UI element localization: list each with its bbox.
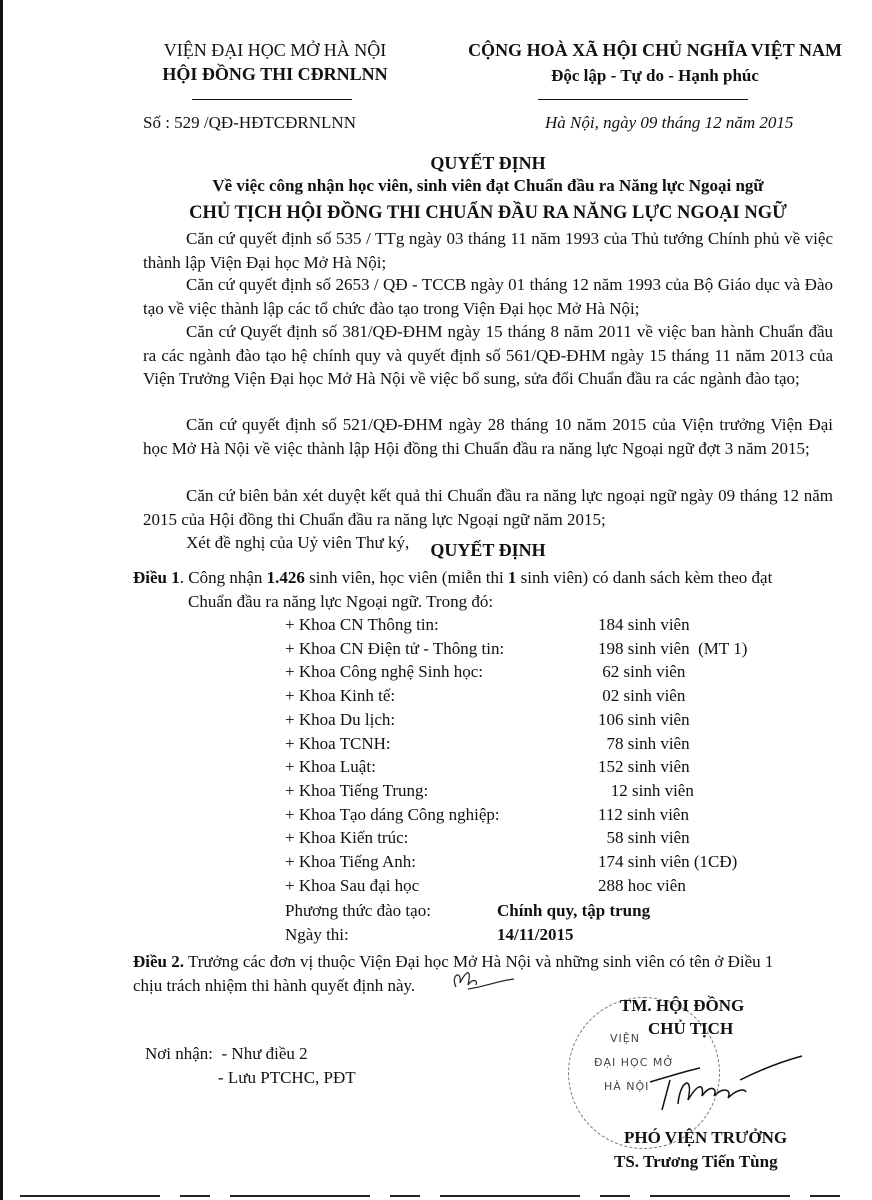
recipients [145,1043,308,1065]
faculty-name: + Khoa Tạo dáng Công nghiệp: [285,804,500,824]
scan-bottom-edge [20,1195,852,1197]
faculty-name: + Khoa TCNH: [285,733,391,753]
exam-date-value: 14/11/2015 [497,925,574,944]
faculty-name: + Khoa Công nghệ Sinh học: [285,662,483,682]
scan-edge [0,0,3,1200]
document-number: Số : 529 /QĐ-HĐTCĐRNLNN [143,113,356,132]
preamble-paragraph [143,413,833,460]
article-2-text: Trưởng các đơn vị thuộc Viện Đại học Mở Hà Nội và những sinh viên có tên ở Điều 1 [184,952,774,971]
header-right-rule [538,99,748,100]
preamble-text: Căn cứ quyết định số 521/QĐ-ĐHM ngày 28 tháng 10 năm 2015 của Viện trưởng Viện Đại học Mở Hà Nội về việc thành lập Hội đồng thi Chuẩn đầu ra năng lực Ngoại ngữ đợt 3 năm 2015; [143,415,833,458]
training-mode-value: Chính quy, tập trung [497,901,651,920]
stamp-text: VIỆN [610,1032,640,1045]
faculty-count: 112 sinh viên [598,804,689,824]
exam-date [285,925,574,945]
faculty-name: + Khoa Tiếng Anh: [285,852,416,871]
stamp-text: HÀ NỘI [604,1080,650,1093]
faculty-count: 78 sinh viên [598,733,690,753]
nation-title: CỘNG HOÀ XÃ HỘI CHỦ NGHĨA VIỆT NAM [468,40,842,60]
faculty-count: 184 sinh viên [598,615,690,634]
faculty-name: + Khoa Sau đại học [285,875,420,895]
faculty-count: 02 sinh viên [598,686,686,706]
exempt-count: 1 [507,568,517,587]
council-name: HỘI ĐỒNG THI CĐRNLNN [162,64,388,84]
faculty-row [285,757,690,777]
signatory-line-1: TM. HỘI ĐỒNG [620,996,745,1015]
training-mode-label: Phương thức đào tạo: [285,901,431,920]
faculty-count: 152 sinh viên [598,757,690,777]
faculty-name: + Khoa Kiến trúc: [285,828,409,848]
exam-date-label: Ngày thi: [285,925,349,944]
decision-subject: Về việc công nhận học viên, sinh viên đạt Chuẩn đầu ra Năng lực Ngoại ngữ [212,176,764,195]
signatory-title: PHÓ VIỆN TRƯỞNG [624,1128,788,1147]
faculty-row [285,686,686,706]
recipients-label: Nơi nhận: [145,1044,214,1063]
article-2-continued: chịu trách nhiệm thi hành quyết định này. [133,976,416,995]
institution-name: VIỆN ĐẠI HỌC MỞ HÀ NỘI [163,40,387,60]
place-date: Hà Nội, ngày 09 tháng 12 năm 2015 [545,113,794,132]
recipient-item: - Như điều 2 [221,1044,308,1063]
recognized-count: 1.426 [266,568,305,587]
preamble-text: Căn cứ quyết định số 2653 / QĐ - TCCB ngày 01 tháng 12 năm 1993 của Bộ Giáo dục và Đào tạo về việc thành lập các tổ chức đào tạo trong Viện Đại học Mở Hà Nội; [143,275,833,318]
faculty-count: 62 sinh viên [598,662,686,682]
faculty-row [285,615,690,635]
signatory-name: TS. Trương Tiến Tùng [614,1152,778,1171]
faculty-count: 58 sinh viên [598,828,690,848]
article-1-text: sinh viên, học viên (miễn thi [304,568,508,587]
preamble-paragraph [143,484,833,531]
signatory-line-2: CHỦ TỊCH [648,1019,734,1038]
recipient-item: - Lưu PTCHC, PĐT [218,1068,356,1087]
faculty-row [285,804,689,825]
faculty-name: + Khoa Luật: [285,757,376,777]
faculty-row [285,709,690,730]
article-1-continued: Chuẩn đầu ra năng lực Ngoại ngữ. Trong đó: [188,592,494,611]
decision-heading: QUYẾT ĐỊNH [430,540,546,560]
faculty-row [285,852,738,872]
chairman-signature [640,1040,810,1130]
article-1-label: Điều 1 [133,568,180,587]
faculty-name: + Khoa Kinh tế: [285,686,396,706]
preamble-text: Xét đề nghị của Uỷ viên Thư ký, [186,533,410,552]
faculty-name: + Khoa CN Điện tử - Thông tin: [285,638,505,658]
initials-signature [448,965,518,995]
faculty-row [285,780,694,801]
faculty-name: + Khoa Du lịch: [285,709,396,729]
faculty-name: + Khoa Tiếng Trung: [285,780,429,800]
preamble-text: Căn cứ Quyết định số 381/QĐ-ĐHM ngày 15 tháng 8 năm 2011 về việc ban hành Chuẩn đầu ra các ngành đào tạo hệ chính quy và quyết định số 561/QĐ-ĐHM ngày 15 tháng 11 năm 2013 của Viện Trưởng Viện Đại học Mở Hà Nội về việc bổ sung, sửa đổi Chuẩn đầu ra các ngành đào tạo; [143,322,833,388]
faculty-count: 288 hoc viên [598,875,686,895]
faculty-name: + Khoa CN Thông tin: [285,615,439,634]
faculty-row [285,662,686,682]
preamble-paragraph [143,227,833,274]
preamble-paragraph [143,320,833,391]
faculty-row [285,733,690,754]
preamble-paragraph [143,273,833,320]
faculty-count: 174 sinh viên (1CĐ) [598,852,738,871]
header-left-rule [192,99,352,100]
article-1-text: . Công nhận [179,568,267,587]
article-1 [133,567,772,589]
faculty-count: 198 sinh viên (MT 1) [598,638,748,658]
decision-title: QUYẾT ĐỊNH [430,153,546,173]
preamble-text: Căn cứ biên bản xét duyệt kết quả thi Chuẩn đầu ra năng lực ngoại ngữ ngày 09 tháng 12 năm 2015 của Hội đồng thi Chuẩn đầu ra năng lực Ngoại ngữ năm 2015; [143,486,833,529]
stamp-text: ĐẠI HỌC MỞ [594,1056,675,1069]
faculty-row [285,638,748,659]
preamble-text: Căn cứ quyết định số 535 / TTg ngày 03 tháng 11 năm 1993 của Thủ tướng Chính phủ về việc thành lập Viện Đại học Mở Hà Nội; [143,229,833,272]
faculty-row [285,875,686,896]
national-motto: Độc lập - Tự do - Hạnh phúc [551,66,759,85]
article-1-text: sinh viên) có danh sách kèm theo đạt [516,568,773,587]
faculty-count: 106 sinh viên [598,709,690,729]
faculty-count: 12 sinh viên [598,780,694,800]
article-2-label: Điều 2. [133,952,184,971]
faculty-row [285,828,690,848]
training-mode [285,901,651,921]
authority-title: CHỦ TỊCH HỘI ĐỒNG THI CHUẨN ĐẦU RA NĂNG LỰC NGOẠI NGỮ [189,203,787,223]
